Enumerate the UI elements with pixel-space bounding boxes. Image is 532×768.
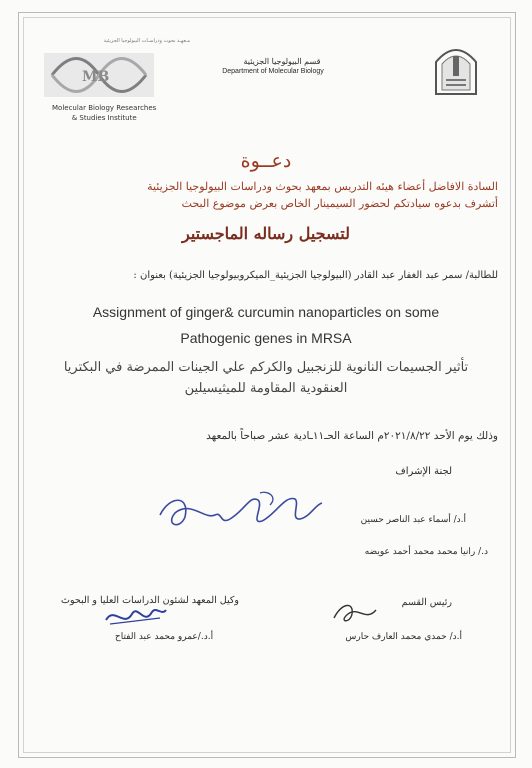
- address-line: السادة الافاضل أعضاء هيئه التدريس بمعهد بحوث ودراسات البيولوجيا الجزيئية: [147, 180, 498, 193]
- student-line: للطالبة/ سمر عبد الغفار عبد القادر (البيولوجيا الجزيئية_الميكروبيولوجيا الجزيئية) بعنوان :: [133, 270, 498, 281]
- vice-dean-title: وكيل المعهد لشئون الدراسات العليا و البحوث: [61, 595, 239, 606]
- vice-dean-signature: [100, 598, 170, 632]
- thesis-title-ar-line1: تأثير الجسيمات النانوية للزنجبيل والكركم علي الجينات الممرضة في البكتريا: [63, 360, 469, 375]
- institute-name: Molecular Biology Researches & Studies Institute: [52, 104, 157, 122]
- department-head-signature: [326, 594, 386, 628]
- vice-dean-name: أ.د./عمرو محمد عبد الفتاح: [114, 632, 214, 642]
- department-arabic: قسم البيولوجيا الجزيئية: [243, 57, 321, 66]
- department-head-title: رئيس القسم: [401, 597, 452, 608]
- supervisor-signature: [150, 485, 330, 535]
- thesis-title-ar-line2: العنقودية المقاومة للميثيسيلين: [184, 381, 348, 396]
- date-time-line: وذلك يوم الأحد ٢٠٢١/٨/٢٢م الساعة الحـ١١ـادية عشر صباحاً بالمعهد: [206, 430, 498, 442]
- invitation-title: دعــوة: [240, 150, 292, 172]
- supervisor-1-name: أ.د/ أسماء عبد الناصر حسين: [360, 515, 466, 525]
- supervisor-2-name: د./ رانيا محمد محمد أحمد عويضه: [364, 547, 488, 557]
- department-head-name: أ.د/ حمدي محمد العارف حارس: [345, 632, 462, 642]
- thesis-title-en-line2: Pathogenic genes in MRSA: [180, 330, 352, 346]
- department-english: Department of Molecular Biology: [222, 68, 324, 75]
- institute-dna-logo: [44, 45, 154, 105]
- university-logo: [432, 44, 480, 96]
- thesis-title-en-line1: Assignment of ginger& curcumin nanoparticles on some: [92, 304, 440, 320]
- seminar-subtitle: لتسجيل رساله الماجستير: [182, 224, 350, 243]
- institute-header-text: مـعهـد بحوث ودراسـات البيولوجيا الجزيئية: [103, 38, 190, 44]
- invitation-line: أتشرف بدعوه سيادتكم لحضور السيمينار الخاص بعرض موضوع البحث: [181, 197, 498, 210]
- supervision-committee-title: لجنة الإشراف: [395, 466, 452, 477]
- svg-text:MB: MB: [82, 69, 110, 85]
